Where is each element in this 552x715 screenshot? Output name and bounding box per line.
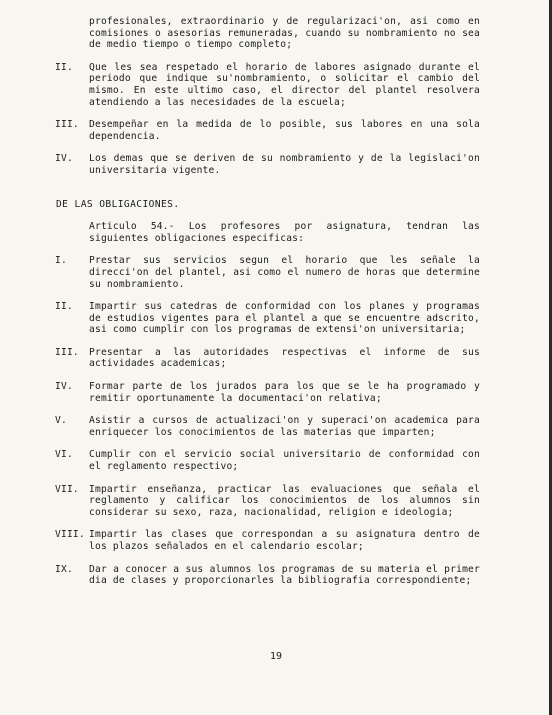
document-body [56,16,480,587]
obligation-item [56,347,480,370]
obligation-item [56,301,480,336]
item-text: Dar a conocer a sus alumnos los programas de su materia el primer dia de clases y proporcionarles la bibliografia correspondiente; [89,563,480,587]
intro-continuation: profesionales, extraordinario y de regularizaci'on, asi como en comisiones o asesorias remuneradas, cuando su nombramiento no sea de medio tiempo o tiempo completo; [89,16,480,51]
item-text: Formar parte de los jurados para los que se le ha programado y remitir oportunamente la documentaci'on relativa; [89,381,480,404]
rights-item [56,62,480,108]
article-intro: Articulo 54.- Los profesores por asignatura, tendran las siguientes obligaciones especificas: [89,221,480,244]
item-numeral: IX. [55,563,73,575]
item-numeral: I. [55,255,67,267]
item-numeral: IV. [55,381,73,393]
item-numeral: VIII. [55,529,85,541]
item-text: Prestar sus servicios segun el horario que les señale la direcci'on del plantel, asi como el numero de horas que determine su nombramiento. [89,255,480,290]
item-text: Presentar a las autoridades respectivas el informe de sus actividades academicas; [89,346,480,370]
item-numeral: VI. [55,449,73,461]
rights-item [56,153,480,176]
obligation-item [56,415,480,438]
item-text: Impartir enseñanza, practicar las evaluaciones que señala el reglamento y calificar los conocimientos de los alumnos sin considerar su sexo, raza, nacionalidad, religion e ideologia; [89,483,480,518]
obligation-item [56,529,480,552]
item-numeral: V. [55,415,67,427]
obligation-item [56,255,480,290]
item-numeral: II. [55,301,73,313]
obligation-item [56,449,480,472]
page-number: 19 [269,651,283,662]
item-text: Asistir a cursos de actualizaci'on y superaci'on academica para enriquecer los conocimientos de las materias que imparten; [89,415,480,438]
obligation-item [56,564,480,587]
rights-item [56,119,480,142]
item-numeral: III. [55,119,79,131]
obligation-item [56,484,480,519]
item-numeral: III. [55,346,79,358]
item-text: Impartir sus catedras de conformidad con los planes y programas de estudios vigentes para el plantel a que se encuentre adscrito, asi como cumplir con los programas de extensi'on universitaria; [89,301,480,336]
item-numeral: IV. [55,153,73,165]
obligation-item [56,381,480,404]
item-numeral: II. [55,61,73,73]
item-text: Que les sea respetado el horario de labores asignado durante el periodo que indique su'nombramiento, o solicitar el cambio del mismo. En este ultimo caso, el director del plantel resolvera atendiendo a las necesidades de la escuela; [89,61,480,108]
section-heading: DE LAS OBLIGACIONES. [56,198,180,210]
item-text: Los demas que se deriven de su nombramiento y de la legislaci'on universitaria vigente. [89,153,480,176]
item-text: Cumplir con el servicio social universitario de conformidad con el reglamento respectivo; [89,449,480,473]
item-text: Impartir las clases que correspondan a su asignatura dentro de los plazos señalados en el calendario escolar; [89,529,480,552]
item-text: Desempeñar en la medida de lo posible, sus labores en una sola dependencia. [89,119,480,142]
item-numeral: VII. [55,483,79,495]
